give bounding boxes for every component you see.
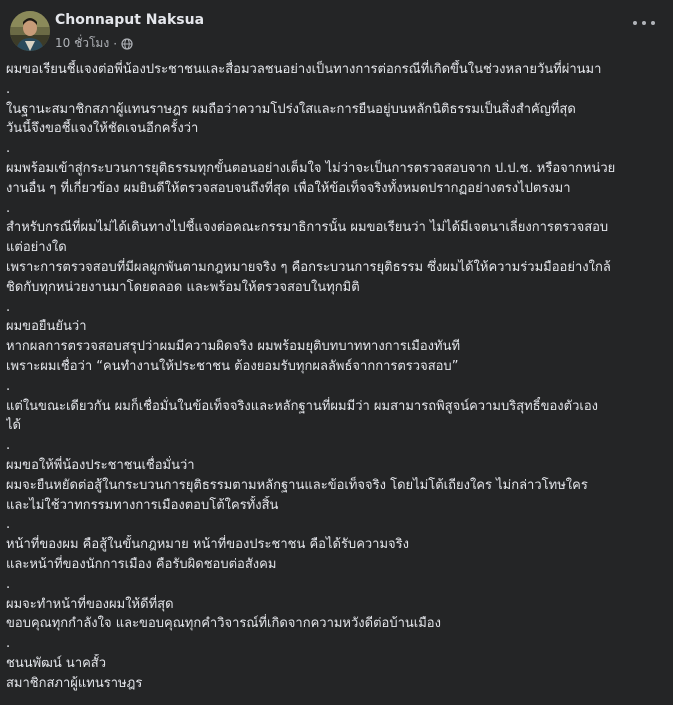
author-name[interactable]: Chonnaput Naksua: [55, 12, 205, 28]
more-dot: [642, 21, 646, 25]
post-text: [6, 60, 666, 694]
post-text-separator: .: [6, 299, 11, 315]
post-text-line: หน้าที่ของผม คือสู้ในขั้นกฎหมาย หน้าที่ของประชาชน คือได้รับความจริง: [6, 537, 409, 553]
post-text-line: แต่อย่างใด: [6, 240, 67, 256]
post-text-separator: .: [6, 200, 11, 216]
post-text-separator: .: [6, 636, 11, 652]
post-text-separator: .: [6, 81, 11, 97]
post-text-line: ชิดกับทุกหน่วยงานมาโดยตลอด และพร้อมให้ตรวจสอบในทุกมิติ: [6, 279, 360, 295]
more-dot: [633, 21, 637, 25]
post-text-separator: .: [6, 141, 11, 157]
post-text-line: ในฐานะสมาชิกสภาผู้แทนราษฎร ผมถือว่าความโปร่งใสและการยืนอยู่บนหลักนิติธรรมเป็นสิ่งสำคัญที่สุด: [6, 101, 576, 117]
avatar-photo: [10, 11, 50, 51]
post-header: [0, 0, 673, 60]
post-text-line: ผมขอยืนยันว่า: [6, 319, 87, 335]
post-text-line: ชนนพัฒน์ นาคสั้ว: [6, 655, 107, 671]
post-text-line: แต่ในขณะเดียวกัน ผมก็เชื่อมั่นในข้อเท็จจริงและหลักฐานที่ผมมีว่า ผมสามารถพิสูจน์ความบริสุทธิ์ของตัวเอง: [6, 398, 598, 414]
post-text-line: และไม่ใช้วาทกรรมทางการเมืองตอบโต้ใครทั้งสิ้น: [6, 497, 279, 513]
post-text-line: สมาชิกสภาผู้แทนราษฎร: [6, 675, 143, 691]
post-meta: [55, 34, 133, 53]
post-text-line: หากผลการตรวจสอบสรุปว่าผมมีความผิดจริง ผมพร้อมยุติบทบาททางการเมืองทันที: [6, 339, 461, 355]
post-text-line: ได้: [6, 418, 21, 434]
post-text-line: เพราะการตรวจสอบที่มีผลผูกพันตามกฎหมายจริง ๆ คือกระบวนการยุติธรรม ซึ่งผมได้ให้ความร่วมมืออย่างใกล้: [6, 259, 611, 275]
post-text-line: ผมจะยืนหยัดต่อสู้ในกระบวนการยุติธรรมตามหลักฐานและข้อเท็จจริง โดยไม่โต้เถียงใคร ไม่กล่าวโทษใคร: [6, 477, 588, 493]
post-text-separator: .: [6, 576, 11, 592]
post-text-line: วันนี้จึงขอชี้แจงให้ชัดเจนอีกครั้งว่า: [6, 121, 199, 137]
post-time[interactable]: 10 ชั่วโมง: [55, 36, 110, 50]
post-text-line: ผมจะทำหน้าที่ของผมให้ดีที่สุด: [6, 596, 174, 612]
post-text-separator: .: [6, 378, 11, 394]
post-text-line: ขอบคุณทุกกำลังใจ และขอบคุณทุกคำวิจารณ์ที่เกิดจากความหวังดีต่อบ้านเมือง: [6, 616, 441, 632]
post-text-separator: .: [6, 517, 11, 533]
post-text-line: สำหรับกรณีที่ผมไม่ได้เดินทางไปชี้แจงต่อคณะกรรมาธิการนั้น ผมขอเรียนว่า ไม่ได้มีเจตนาเลี่ยงการตรวจสอบ: [6, 220, 609, 236]
globe-icon[interactable]: [121, 38, 133, 50]
post-text-line: งานอื่น ๆ ที่เกี่ยวข้อง ผมยินดีให้ตรวจสอบจนถึงที่สุด เพื่อให้ข้อเท็จจริงทั้งหมดปรากฏอย่างตรงไปตรงมา: [6, 180, 571, 196]
more-dot: [651, 21, 655, 25]
post-text-line: ผมพร้อมเข้าสู่กระบวนการยุติธรรมทุกขั้นตอนอย่างเต็มใจ ไม่ว่าจะเป็นการตรวจสอบจาก ป.ป.ช. หรือจากหน่วย: [6, 160, 616, 176]
post-text-line: ผมขอเรียนชี้แจงต่อพี่น้องประชาชนและสื่อมวลชนอย่างเป็นทางการต่อกรณีที่เกิดขึ้นในช่วงหลายวันที่ผ่านมา: [6, 62, 602, 77]
meta-separator: ·: [113, 36, 118, 51]
post-text-separator: .: [6, 438, 11, 454]
post-text-line: ผมขอให้พี่น้องประชาชนเชื่อมั่นว่า: [6, 457, 195, 473]
author-avatar[interactable]: [10, 11, 50, 51]
post-text-line: และหน้าที่ของนักการเมือง คือรับผิดชอบต่อสังคม: [6, 556, 277, 572]
post-text-line: เพราะผมเชื่อว่า “คนทำงานให้ประชาชน ต้องยอมรับทุกผลลัพธ์จากการตรวจสอบ”: [6, 358, 459, 374]
more-options-icon[interactable]: [633, 14, 655, 32]
